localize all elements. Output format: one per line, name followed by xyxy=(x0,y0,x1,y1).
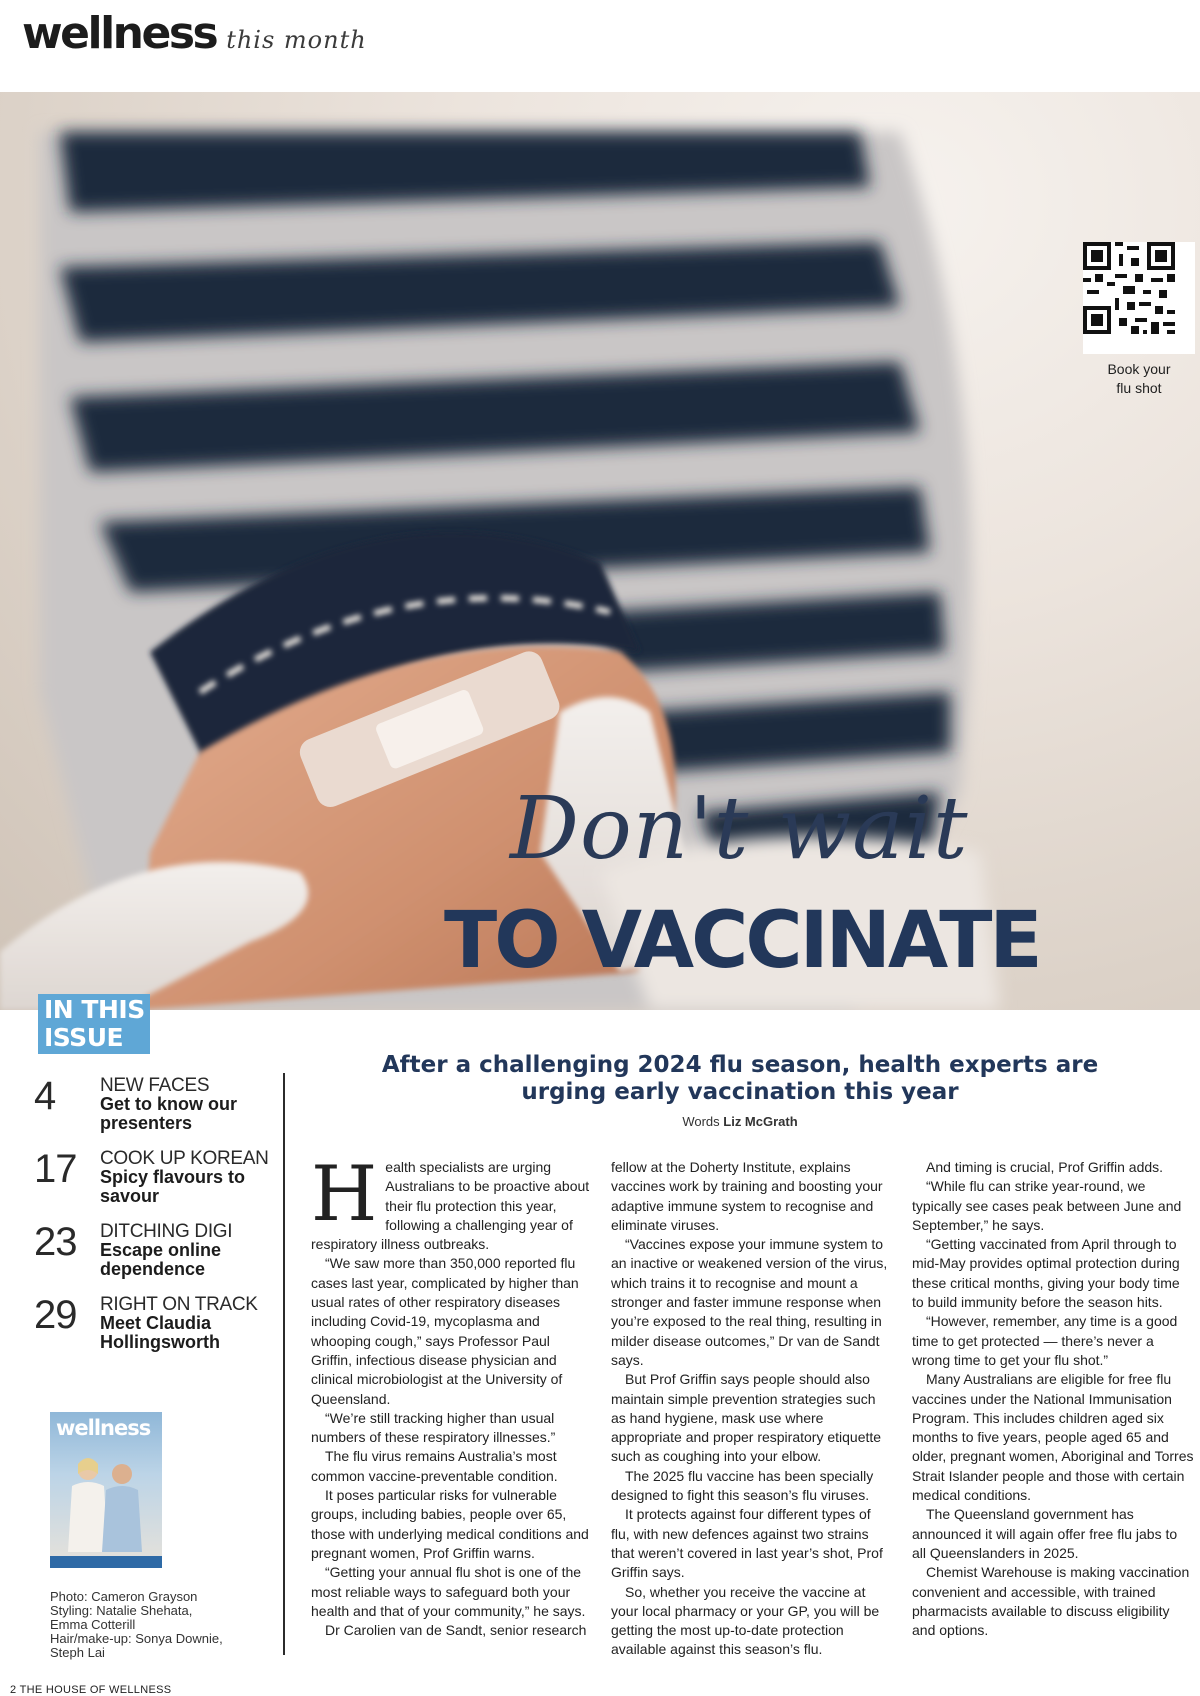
paragraph: “We’re still tracking higher than usual numbers of these respiratory illnesses.” xyxy=(311,1409,556,1446)
toc-title: Meet Claudia Hollingsworth xyxy=(100,1313,220,1352)
masthead-title: wellness xyxy=(22,8,217,59)
page-folio xyxy=(10,1684,171,1696)
paragraph: “We saw more than 350,000 reported flu cases last year, complicated by higher than usual rates of other respiratory diseases including Covid-19, mycoplasma and whooping cough,” says Professor Paul Griffin, infectious disease physician and clinical microbiologist at the University of Queensland. xyxy=(311,1255,579,1407)
standfirst: After a challenging 2024 flu season, health experts are urging early vaccination this year xyxy=(381,1052,1099,1105)
article-column-1 xyxy=(311,1149,593,1640)
toc-item[interactable] xyxy=(34,1293,284,1352)
toc-page-number: 29 xyxy=(34,1293,77,1337)
paragraph: Many Australians are eligible for free flu vaccines under the National Immunisation Program. This includes children aged six months to five years, people aged 65 and older, pregnant women, Aboriginal and Torres Strait Islander people and those with certain medical conditions. xyxy=(912,1371,1194,1504)
paragraph: “While flu can strike year-round, we typically see cases peak between June and September,” he says. xyxy=(912,1178,1182,1233)
paragraph: But Prof Griffin says people should also maintain simple prevention strategies such as hand hygiene, mask use where appropriate and proper respiratory etiquette such as coughing into your elbow. xyxy=(611,1371,882,1465)
table-of-contents xyxy=(34,1074,284,1366)
paragraph: Health specialists are urging Australians to be proactive about their flu protection this year, following a challenging year of respiratory illness outbreaks. xyxy=(311,1149,590,1253)
magazine-cover-thumbnail xyxy=(50,1412,162,1568)
toc-page-number: 17 xyxy=(34,1147,77,1191)
cover-title: wellness xyxy=(56,1416,151,1440)
drop-cap: H xyxy=(311,1149,378,1238)
paragraph: So, whether you receive the vaccine at your local pharmacy or your GP, you will be getting the most up-to-date protection available against this season’s flu. xyxy=(611,1583,880,1658)
paragraph: Dr Carolien van de Sandt, senior research xyxy=(325,1622,587,1639)
masthead xyxy=(22,6,367,59)
toc-title: Get to know our presenters xyxy=(100,1094,237,1133)
toc-item[interactable] xyxy=(34,1147,284,1206)
headline-main: TO VACCINATE xyxy=(444,896,1040,986)
qr-caption: Book your flu shot xyxy=(1107,361,1171,396)
toc-kicker: COOK UP KOREAN xyxy=(100,1148,269,1169)
byline: Words Liz McGrath xyxy=(682,1114,798,1129)
masthead-section-script: this month xyxy=(226,26,367,54)
photo-credits: Photo: Cameron Grayson Styling: Natalie Shehata, Emma Cotterill Hair/make-up: Sonya Downie, Steph Lai xyxy=(50,1589,223,1660)
cover-strip xyxy=(50,1556,162,1568)
paragraph: The flu virus remains Australia’s most common vaccine-preventable condition. xyxy=(311,1448,558,1484)
article-column-2 xyxy=(611,1158,893,1660)
article-column-3 xyxy=(912,1158,1194,1640)
cover-presenters-illustration xyxy=(50,1412,162,1568)
paragraph: Chemist Warehouse is making vaccination convenient and accessible, with trained pharmacists available to discuss eligibility and options. xyxy=(912,1564,1190,1639)
in-this-issue-badge: IN THIS ISSUE xyxy=(38,994,150,1054)
byline-author: Liz McGrath xyxy=(723,1114,798,1129)
toc-page-number: 4 xyxy=(34,1074,56,1118)
toc-kicker: NEW FACES xyxy=(100,1075,210,1096)
paragraph: It protects against four different types of flu, with new defences against two strains that weren’t covered in last year’s shot, Prof Griffin says. xyxy=(611,1506,883,1581)
toc-kicker: DITCHING DIGI xyxy=(100,1221,233,1242)
paragraph: It poses particular risks for vulnerable groups, including babies, people over 65, those with underlying medical conditions and pregnant women, Prof Griffin warns. xyxy=(311,1487,589,1561)
column-divider xyxy=(283,1073,285,1655)
toc-item[interactable] xyxy=(34,1220,284,1279)
qr-code[interactable] xyxy=(1083,242,1195,354)
publication-name: THE HOUSE OF WELLNESS xyxy=(19,1684,172,1696)
page-number: 2 xyxy=(10,1684,17,1696)
toc-page-number: 23 xyxy=(34,1220,77,1264)
paragraph: “Getting your annual flu shot is one of the most reliable ways to safeguard both your health and that of your community,” he says. xyxy=(311,1564,586,1619)
paragraph: “Getting vaccinated from April through to mid-May provides optimal protection during these critical months, giving your body time to build immunity before the season hits. xyxy=(912,1236,1180,1311)
paragraph: The Queensland government has announced it will again offer free flu jabs to all Queenslanders in 2025. xyxy=(912,1506,1178,1561)
toc-item[interactable] xyxy=(34,1074,284,1133)
paragraph: “However, remember, any time is a good time to get protected — there’s never a wrong time to get your flu shot.” xyxy=(912,1313,1178,1368)
paragraph: And timing is crucial, Prof Griffin adds. xyxy=(926,1159,1164,1175)
toc-title: Spicy flavours to savour xyxy=(100,1167,246,1206)
paragraph: The 2025 flu vaccine has been specially designed to fight this season’s flu viruses. xyxy=(611,1467,874,1504)
paragraph: fellow at the Doherty Institute, explains vaccines work by training and boosting your adaptive immune system to recognise and eliminate viruses. xyxy=(611,1159,883,1233)
toc-kicker: RIGHT ON TRACK xyxy=(100,1294,258,1315)
toc-title: Escape online dependence xyxy=(100,1240,222,1279)
paragraph: “Vaccines expose your immune system to an inactive or weakened version of the virus, which trains it to recognise and mount a stronger and faster immune response when you’re exposed to the real thing, resulting in milder disease outcomes,” Dr van de Sandt says. xyxy=(611,1236,888,1368)
headline-script: Don't wait xyxy=(510,779,969,879)
qr-code-icon xyxy=(1083,242,1175,334)
